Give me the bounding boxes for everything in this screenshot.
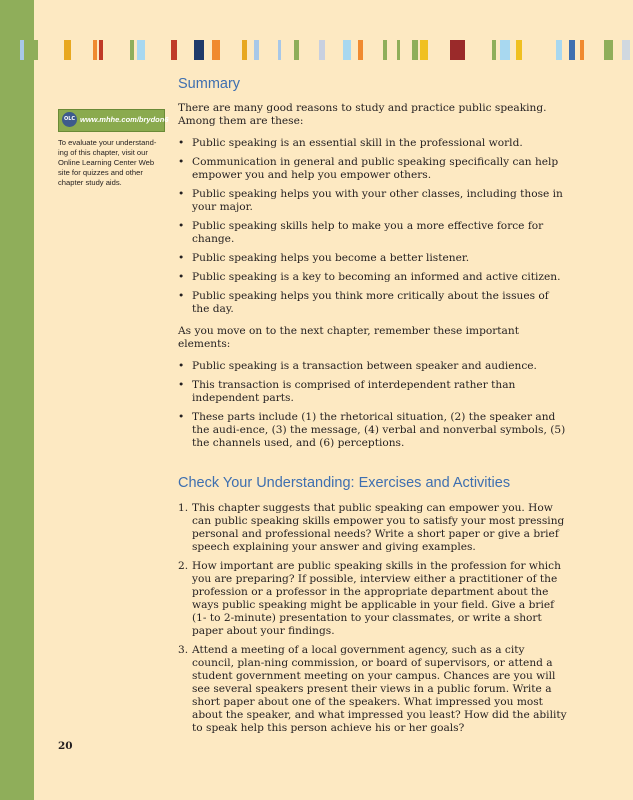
summary-intro: There are many good reasons to study and practice public speaking. Among them are these: — [178, 102, 547, 127]
exercise-text: Attend a meeting of a local government agency, such as a city council, plan-ning commission, or board of supervisors, or attend a student government meeting on your campus. Chances are you will see several speakers present their views in a public forum. Write a short paper about one of the speakers. What impressed you most about the speaker, and what impressed you least? How did the ability to speak help this person achieve his or her goals? — [192, 644, 567, 734]
exercises-list — [178, 502, 568, 735]
exercises-heading: Check Your Understanding: Exercises and Activities — [178, 475, 511, 491]
elements-list — [178, 360, 568, 450]
olc-url-link[interactable]: www.mhhe.com/brydon6 — [80, 115, 169, 124]
list-item: • Public speaking is a key to becoming an informed and active citizen. — [178, 271, 568, 284]
list-item: • This transaction is comprised of interdependent rather than independent parts. — [178, 379, 568, 405]
exercise-item — [178, 560, 568, 638]
list-item: • Public speaking helps you with your other classes, including those in your major. — [178, 188, 568, 214]
list-item: • Public speaking is an essential skill in the professional world. — [178, 137, 568, 150]
olc-logo-icon: OLC — [62, 112, 77, 127]
list-item: • Public speaking is a transaction between speaker and audience. — [178, 360, 568, 373]
decorative-color-strip — [0, 40, 633, 60]
list-item: • Public speaking helps you think more critically about the issues of the day. — [178, 290, 568, 316]
exercise-number: 2. — [178, 560, 189, 572]
list-item: • Communication in general and public speaking specifically can help empower you and help you empower others. — [178, 156, 568, 182]
reasons-list — [178, 137, 568, 316]
olc-badge[interactable] — [58, 109, 169, 132]
exercise-text: This chapter suggests that public speaking can empower you. How can public speaking skills empower you to satisfy your most pressing personal and professional needs? Write a short paper or give a brief speech explaining your answer and giving examples. — [192, 502, 565, 553]
summary-transition: As you move on to the next chapter, remember these important elements: — [178, 325, 519, 350]
list-item: • These parts include (1) the rhetorical situation, (2) the speaker and the audi-ence, (3) the message, (4) verbal and nonverbal symbols, (5) the channels used, and (6) perceptions. — [178, 411, 568, 450]
list-item: • Public speaking skills help to make you a more effective force for change. — [178, 220, 568, 246]
exercise-item — [178, 502, 568, 554]
page-number: 20 — [58, 740, 73, 752]
exercise-item — [178, 644, 568, 735]
left-green-bar — [0, 0, 34, 800]
exercise-number: 1. — [178, 502, 189, 514]
list-item: • Public speaking helps you become a better listener. — [178, 252, 568, 265]
exercise-number: 3. — [178, 644, 189, 656]
summary-heading: Summary — [178, 76, 241, 92]
sidebar-note: To evaluate your understand-ing of this chapter, visit our Online Learning Center Web site for quizzes and other chapter study aids. — [58, 138, 157, 187]
exercise-text: How important are public speaking skills in the profession for which you are preparing? If possible, interview either a practitioner of the profession or a professor in the appropriate department about the ways public speaking might be applicable in your field. Give a brief (1- to 2-minute) presentation to your classmates, or write a short paper about your findings. — [192, 560, 561, 637]
main-content — [178, 74, 568, 735]
